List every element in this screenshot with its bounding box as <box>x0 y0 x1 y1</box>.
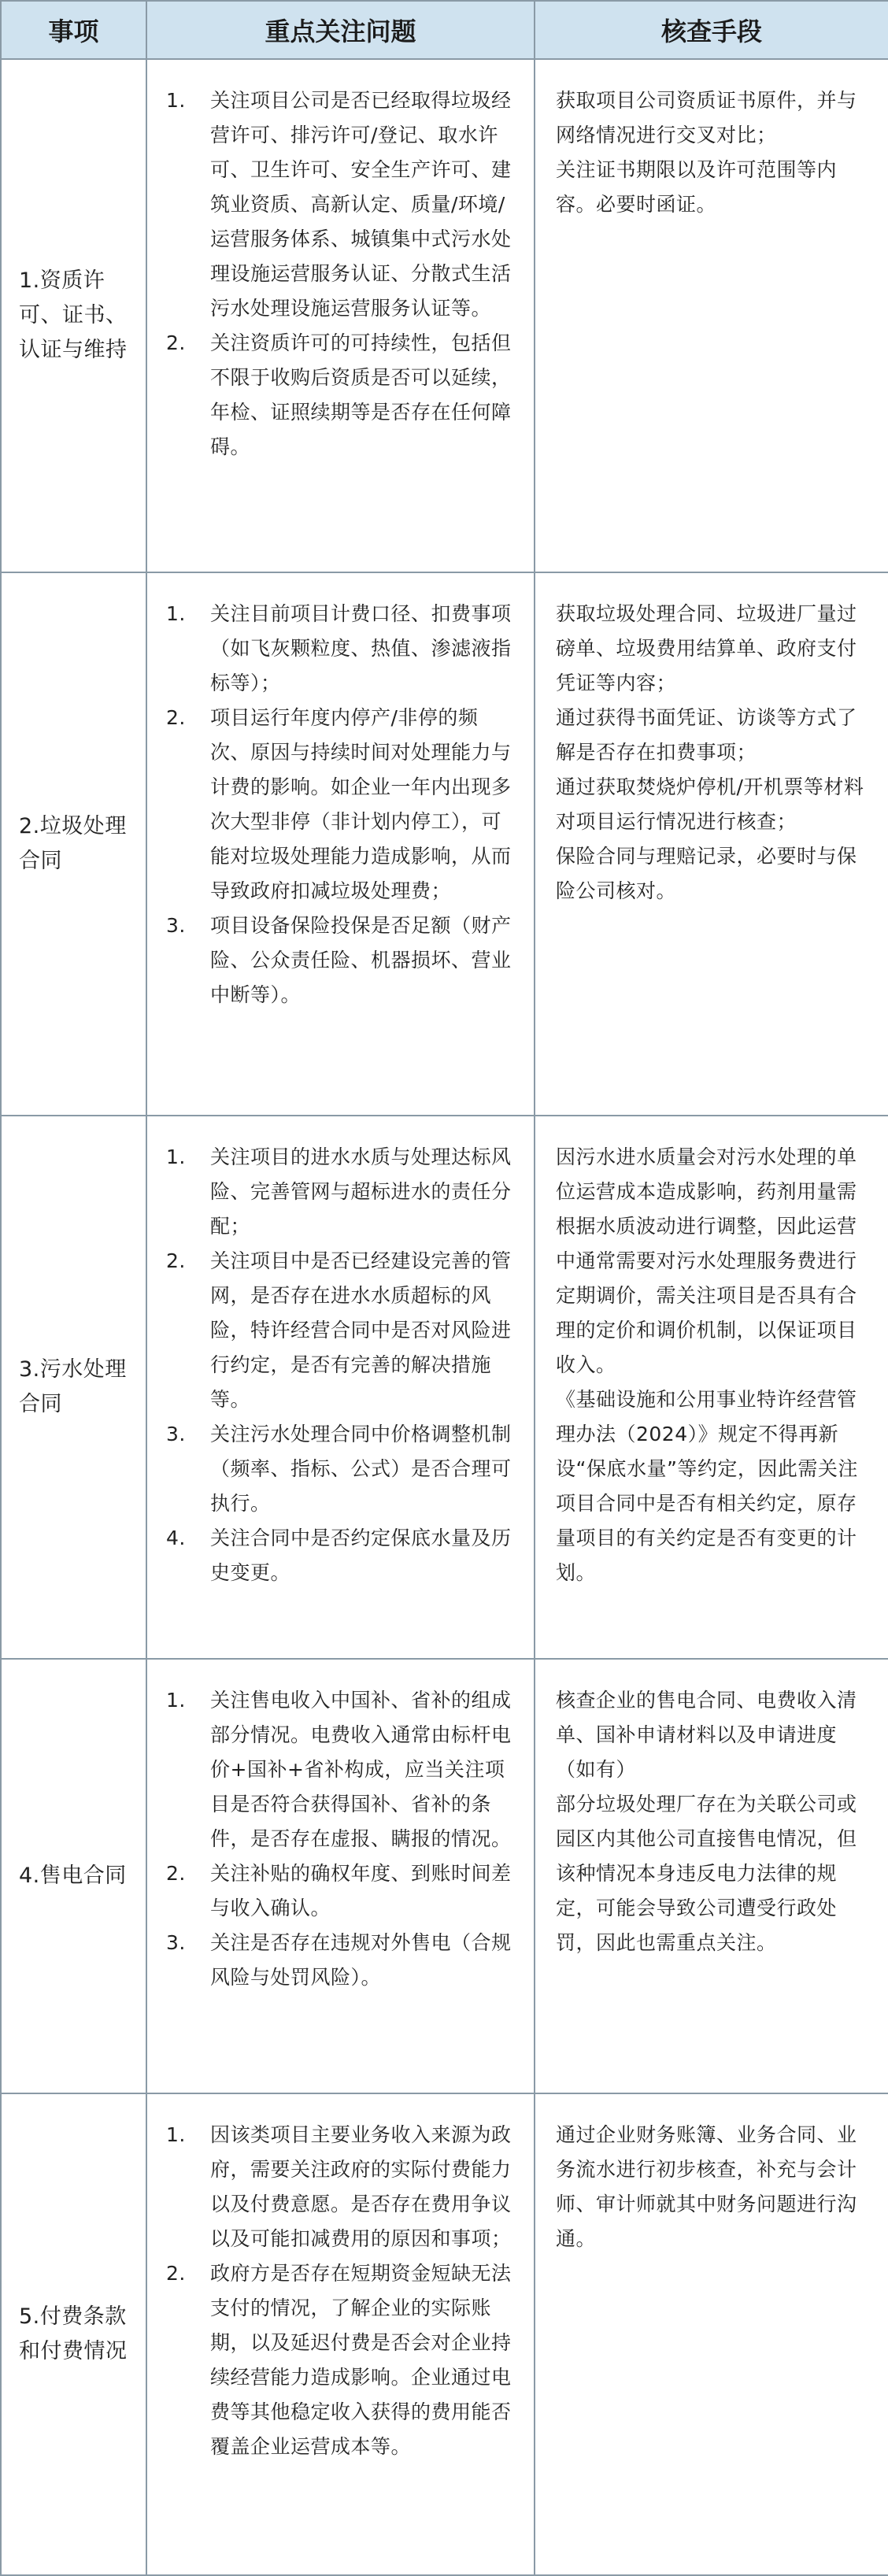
row-methods <box>535 1116 888 1659</box>
method-text: 保险合同与理赔记录，必要时与保险公司核对。 <box>556 845 857 902</box>
header-verification-methods: 核查手段 <box>535 1 888 59</box>
row-issues <box>146 1659 535 2093</box>
row-item: 5.付费条款和付费情况 <box>1 2093 146 2575</box>
issue-number: 1. <box>166 1689 186 1712</box>
row-item: 3.污水处理合同 <box>1 1116 146 1659</box>
issue-item <box>163 701 518 909</box>
issue-number: 1. <box>166 89 186 112</box>
issue-number: 3. <box>166 914 186 937</box>
row-item: 4.售电合同 <box>1 1659 146 2093</box>
issues-list <box>163 597 518 1012</box>
issue-text: 关注资质许可的可持续性，包括但不限于收购后资质是否可以延续，年检、证照续期等是否存在任何障碍。 <box>210 331 512 458</box>
issues-list <box>163 2118 518 2464</box>
issue-text: 关注项目的进水水质与处理达标风险、完善管网与超标进水的责任分配； <box>210 1146 512 1238</box>
method-text: 获取垃圾处理合同、垃圾进厂量过磅单、垃圾费用结算单、政府支付凭证等内容； <box>556 602 857 694</box>
issue-text: 关注合同中是否约定保底水量及历史变更。 <box>210 1527 512 1584</box>
issue-item <box>163 326 518 464</box>
row-issues <box>146 59 535 572</box>
issue-item <box>163 1140 518 1244</box>
issue-number: 1. <box>166 1146 186 1168</box>
row-methods <box>535 1659 888 2093</box>
issues-list <box>163 83 518 464</box>
row-methods <box>535 2093 888 2575</box>
issue-text: 政府方是否存在短期资金短缺无法支付的情况，了解企业的实际账期，以及延迟付费是否会对企业持续经营能力造成影响。企业通过电费等其他稳定收入获得的费用能否覆盖企业运营成本等。 <box>210 2262 512 2458</box>
header-item: 事项 <box>1 1 146 59</box>
issue-number: 2. <box>166 2262 186 2285</box>
issue-item <box>163 909 518 1012</box>
table-row <box>1 572 888 1116</box>
table-row <box>1 59 888 572</box>
issue-item <box>163 2256 518 2464</box>
issue-text: 关注补贴的确权年度、到账时间差与收入确认。 <box>210 1862 512 1919</box>
header-key-issues: 重点关注问题 <box>146 1 535 59</box>
issue-item <box>163 1926 518 1995</box>
issue-item <box>163 2118 518 2256</box>
issue-item <box>163 1417 518 1521</box>
issue-number: 3. <box>166 1931 186 1954</box>
issue-text: 关注项目公司是否已经取得垃圾经营许可、排污许可/登记、取水许可、卫生许可、安全生产许可、建筑业资质、高新认定、质量/环境/运营服务体系、城镇集中式污水处理设施运营服务认证、分散式生活污水处理设施运营服务认证等。 <box>210 89 512 320</box>
issue-item <box>163 1683 518 1856</box>
method-text: 获取项目公司资质证书原件，并与网络情况进行交叉对比； <box>556 89 857 146</box>
issue-number: 2. <box>166 1249 186 1272</box>
issue-text: 关注是否存在违规对外售电（合规风险与处罚风险）。 <box>210 1931 512 1989</box>
issue-text: 项目设备保险投保是否足额（财产险、公众责任险、机器损坏、营业中断等）。 <box>210 914 512 1006</box>
table-row <box>1 1116 888 1659</box>
method-text: 《基础设施和公用事业特许经营管理办法（2024）》规定不得再新设“保底水量”等约定，因此需关注项目合同中是否有相关约定，原存量项目的有关约定是否有变更的计划。 <box>556 1388 858 1584</box>
row-issues <box>146 2093 535 2575</box>
issue-number: 2. <box>166 1862 186 1885</box>
header-row <box>1 1 888 59</box>
issue-item <box>163 1521 518 1590</box>
method-text: 通过获得书面凭证、访谈等方式了解是否存在扣费事项； <box>556 706 857 764</box>
method-text: 通过获取焚烧炉停机/开机票等材料对项目运行情况进行核查； <box>556 775 864 833</box>
issue-text: 关注项目中是否已经建设完善的管网，是否存在进水水质超标的风险，特许经营合同中是否对风险进行约定，是否有完善的解决措施等。 <box>210 1249 512 1411</box>
issue-number: 1. <box>166 2123 186 2146</box>
issue-text: 关注售电收入中国补、省补的组成部分情况。电费收入通常由标杆电价+国补+省补构成，应当关注项目是否符合获得国补、省补的条件，是否存在虚报、瞒报的情况。 <box>210 1689 512 1850</box>
method-text: 因污水进水质量会对污水处理的单位运营成本造成影响，药剂用量需根据水质波动进行调整，因此运营中通常需要对污水处理服务费进行定期调价，需关注项目是否具有合理的定价和调价机制，以保证项目收入。 <box>556 1146 857 1376</box>
issue-item <box>163 1856 518 1926</box>
method-text: 关注证书期限以及许可范围等内容。必要时函证。 <box>556 158 838 216</box>
issue-number: 3. <box>166 1423 186 1445</box>
row-methods <box>535 59 888 572</box>
issue-number: 2. <box>166 331 186 354</box>
issue-number: 2. <box>166 706 186 729</box>
issue-text: 关注目前项目计费口径、扣费事项（如飞灰颗粒度、热值、渗滤液指标等）； <box>210 602 512 694</box>
issue-number: 1. <box>166 602 186 625</box>
issues-list <box>163 1140 518 1590</box>
row-item: 1.资质许可、证书、认证与维持 <box>1 59 146 572</box>
issue-number: 4. <box>166 1527 186 1549</box>
method-text: 通过企业财务账簿、业务合同、业务流水进行初步核查，补充与会计师、审计师就其中财务问题进行沟通。 <box>556 2123 857 2250</box>
issue-item <box>163 83 518 326</box>
row-methods <box>535 572 888 1116</box>
issues-list <box>163 1683 518 1995</box>
row-issues <box>146 1116 535 1659</box>
table-row <box>1 1659 888 2093</box>
issue-item <box>163 1244 518 1417</box>
row-item: 2.垃圾处理合同 <box>1 572 146 1116</box>
method-text: 核查企业的售电合同、电费收入清单、国补申请材料以及申请进度（如有） <box>556 1689 857 1781</box>
issue-text: 关注污水处理合同中价格调整机制（频率、指标、公式）是否合理可执行。 <box>210 1423 512 1515</box>
issue-text: 项目运行年度内停产/非停的频次、原因与持续时间对处理能力与计费的影响。如企业一年内出现多次大型非停（非计划内停工），可能对垃圾处理能力造成影响，从而导致政府扣减垃圾处理费； <box>210 706 512 902</box>
issue-item <box>163 597 518 701</box>
table-row <box>1 2093 888 2575</box>
method-text: 部分垃圾处理厂存在为关联公司或园区内其他公司直接售电情况，但该种情况本身违反电力法律的规定，可能会导致公司遭受行政处罚，因此也需重点关注。 <box>556 1793 857 1954</box>
issue-text: 因该类项目主要业务收入来源为政府，需要关注政府的实际付费能力以及付费意愿。是否存在费用争议以及可能扣减费用的原因和事项； <box>210 2123 512 2250</box>
row-issues <box>146 572 535 1116</box>
